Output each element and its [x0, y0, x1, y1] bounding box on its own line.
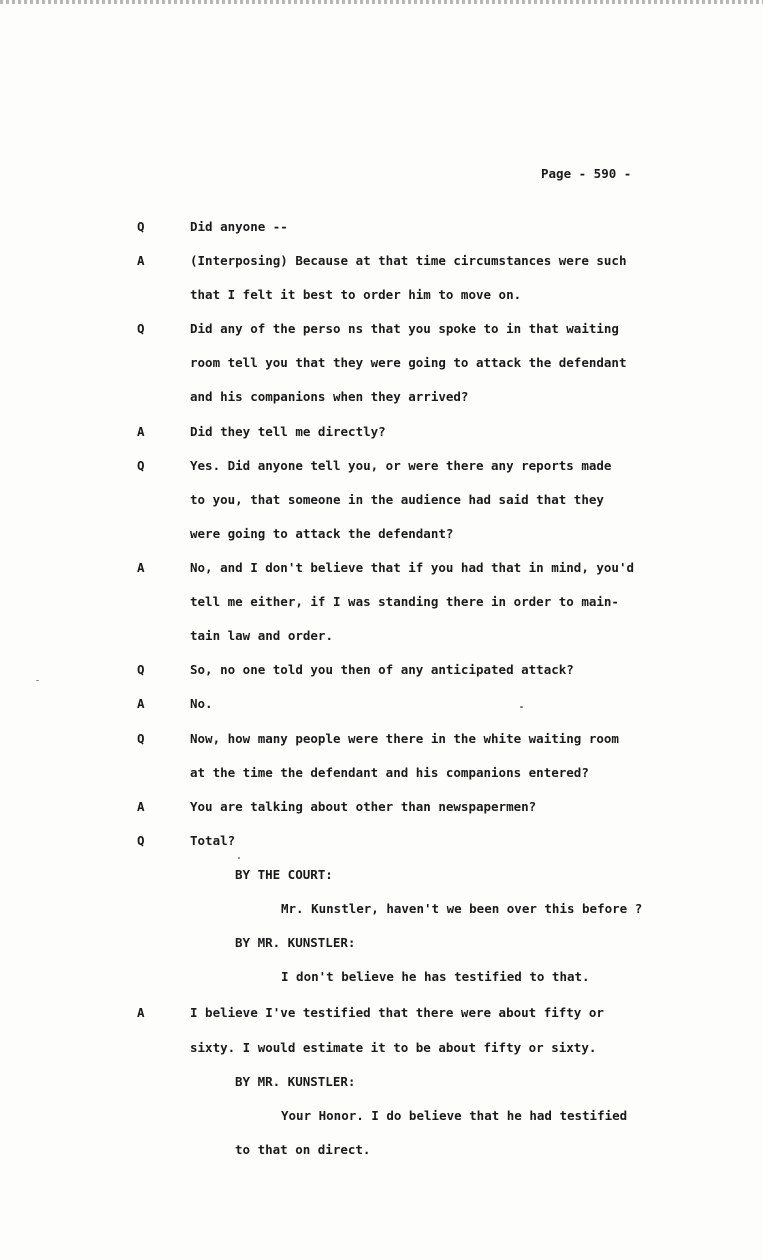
transcript-line: Now, how many people were there in the white waiting room — [190, 731, 619, 746]
transcript-line: You are talking about other than newspapermen? — [190, 799, 537, 814]
speaker-marker: Q — [137, 219, 145, 234]
scan-speck — [238, 857, 240, 859]
transcript-line: I believe I've testified that there were about fifty or — [190, 1005, 604, 1020]
speaker-marker: Q — [137, 321, 145, 336]
transcript-line: and his companions when they arrived? — [190, 389, 469, 404]
transcript-line: BY THE COURT: — [235, 867, 333, 882]
transcript-line: sixty. I would estimate it to be about fifty or sixty. — [190, 1040, 597, 1055]
transcript-line: Mr. Kunstler, haven't we been over this before ? — [281, 901, 643, 916]
scan-speck — [520, 706, 523, 708]
transcript-line: I don't believe he has testified to that. — [281, 969, 590, 984]
transcript-line: Did they tell me directly? — [190, 424, 386, 439]
transcript-line: No, and I don't believe that if you had that in mind, you'd — [190, 560, 635, 575]
transcript-line: Your Honor. I do believe that he had testified — [281, 1108, 628, 1123]
transcript-line: room tell you that they were going to attack the defendant — [190, 355, 627, 370]
speaker-marker: Q — [137, 458, 145, 473]
speaker-marker: A — [137, 424, 145, 439]
transcript-line: BY MR. KUNSTLER: — [235, 1074, 356, 1089]
transcript-line: to you, that someone in the audience had said that they — [190, 492, 604, 507]
speaker-marker: A — [137, 799, 145, 814]
transcript-line: Did anyone -- — [190, 219, 288, 234]
transcript-line: tain law and order. — [190, 628, 333, 643]
transcript-line: Did any of the perso ns that you spoke to in that waiting — [190, 321, 619, 336]
transcript-line: that I felt it best to order him to move on. — [190, 287, 522, 302]
transcript-line: BY MR. KUNSTLER: — [235, 935, 356, 950]
speaker-marker: A — [137, 560, 145, 575]
speaker-marker: Q — [137, 662, 145, 677]
transcript-line: were going to attack the defendant? — [190, 526, 454, 541]
speaker-marker: A — [137, 696, 145, 711]
transcript-line: (Interposing) Because at that time circumstances were such — [190, 253, 627, 268]
speaker-marker: Q — [137, 731, 145, 746]
transcript-line: Total? — [190, 833, 236, 848]
transcript-line: at the time the defendant and his companions entered? — [190, 765, 589, 780]
transcript-line: No. — [190, 696, 213, 711]
speaker-marker: A — [137, 1005, 145, 1020]
scan-speck — [36, 680, 39, 681]
transcript-line: to that on direct. — [235, 1142, 371, 1157]
speaker-marker: A — [137, 253, 145, 268]
transcript-line: Yes. Did anyone tell you, or were there any reports made — [190, 458, 612, 473]
transcript-line: tell me either, if I was standing there in order to main- — [190, 594, 619, 609]
speaker-marker: Q — [137, 833, 145, 848]
transcript-line: So, no one told you then of any anticipated attack? — [190, 662, 574, 677]
page-number: Page - 590 - — [541, 166, 632, 181]
scan-top-border — [0, 0, 763, 4]
